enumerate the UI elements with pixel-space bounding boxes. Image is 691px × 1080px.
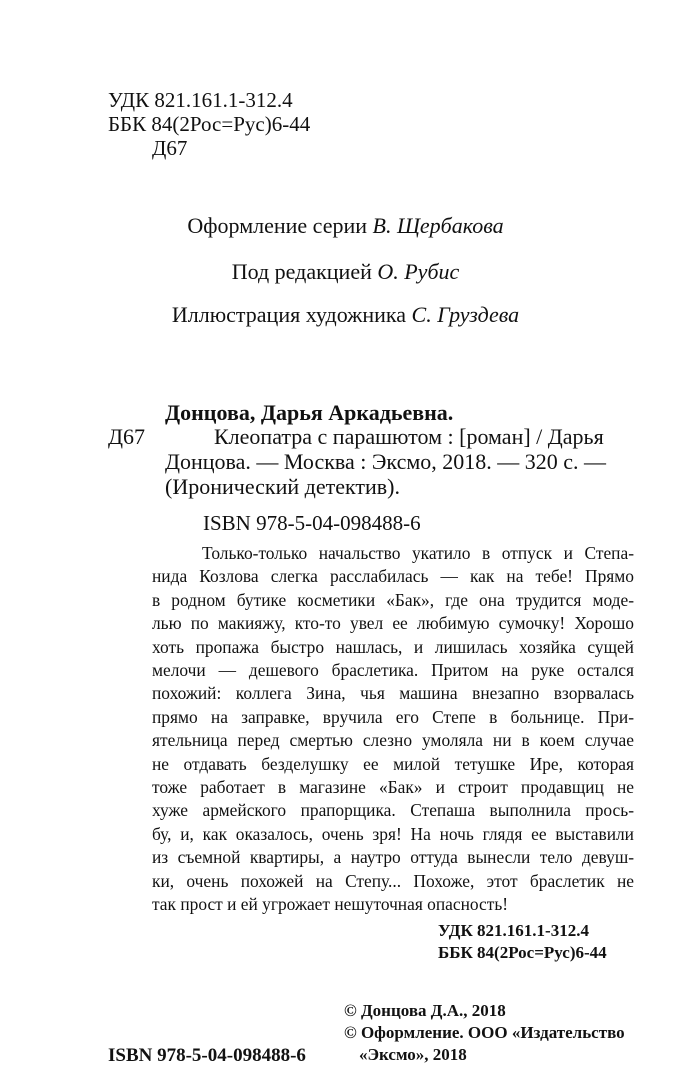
- footer-isbn: ISBN 978-5-04-098488-6: [108, 1045, 306, 1066]
- copyright-line: «Эксмо», 2018: [359, 1045, 467, 1064]
- annotation-udk: УДК 821.161.1-312.4: [438, 921, 589, 940]
- credit-role: Под редакцией: [231, 259, 372, 284]
- bib-isbn: ISBN 978-5-04-098488-6: [203, 511, 421, 535]
- annotation-line: в родном бутике косметики «Бак», где она трудится моде-: [152, 589, 634, 610]
- credit-name: О. Рубис: [377, 259, 460, 284]
- bib-description-line: Клеопатра с парашютом : [роман] / Дарья: [214, 424, 604, 449]
- bbk-code: ББК 84(2Рос=Рус)6-44: [108, 112, 311, 136]
- copyright-line: © Оформление. ООО «Издательство: [344, 1023, 625, 1042]
- author-heading: Донцова, Дарья Аркадьевна.: [165, 400, 454, 425]
- credit-name: С. Груздева: [411, 302, 520, 327]
- credit-name: В. Щербакова: [372, 213, 504, 238]
- annotation-line: лью по макияжу, кто-то увел ее любимую сумочку! Хорошо: [152, 613, 634, 634]
- credit-role: Иллюстрация художника: [171, 302, 407, 327]
- credit-editor: [0, 259, 691, 285]
- credit-series-design: [0, 213, 691, 239]
- bib-description-line: (Иронический детектив).: [165, 474, 400, 499]
- bib-author-mark: Д67: [108, 424, 146, 449]
- annotation-line: хуже армейского прапорщика. Степаша выполнила прось-: [152, 800, 634, 821]
- annotation-line: нида Козлова слегка расслабилась — как на тебе! Прямо: [152, 566, 634, 587]
- annotation-line: ки, очень похожей на Степу... Похоже, этот браслетик не: [152, 870, 634, 891]
- annotation-line: из съемной квартиры, а наутро оттуда вынесли тело девуш-: [152, 847, 634, 868]
- udk-code: УДК 821.161.1-312.4: [108, 88, 293, 112]
- author-mark: Д67: [152, 136, 188, 160]
- annotation-line: ятельница перед смертью слезно умоляла ни в коем случае: [152, 730, 634, 751]
- annotation-line: так прост и ей угрожает нешуточная опасность!: [152, 894, 509, 915]
- annotation-line: бу, и, как оказалось, очень зря! На ночь глядя ее выставили: [152, 823, 634, 844]
- annotation-text: [152, 542, 634, 917]
- credit-role: Оформление серии: [187, 213, 368, 238]
- annotation-line: не отдавать безделушку ее милой тетушке Ире, которая: [152, 753, 634, 774]
- copyright-line: © Донцова Д.А., 2018: [344, 1001, 506, 1020]
- credit-illustrator: [0, 302, 691, 328]
- bib-description-line: Донцова. — Москва : Эксмо, 2018. — 320 с. —: [165, 449, 607, 474]
- annotation-line: хоть пропажа быстро нашлась, и лишилась хозяйка сущей: [152, 636, 634, 657]
- annotation-line: Только-только начальство укатило в отпуск и Степа-: [202, 543, 634, 563]
- annotation-line: мелочи — дешевого браслетика. Притом на руке остался: [152, 660, 634, 681]
- annotation-line: похожий: коллега Зина, чья машина внезапно взорвалась: [152, 683, 634, 704]
- annotation-bbk: ББК 84(2Рос=Рус)6-44: [438, 943, 607, 962]
- annotation-line: тоже работает в магазине «Бак» и строит продавщиц не: [152, 777, 634, 798]
- annotation-line: прямо на заправке, вручила его Степе в больнице. При-: [152, 706, 634, 727]
